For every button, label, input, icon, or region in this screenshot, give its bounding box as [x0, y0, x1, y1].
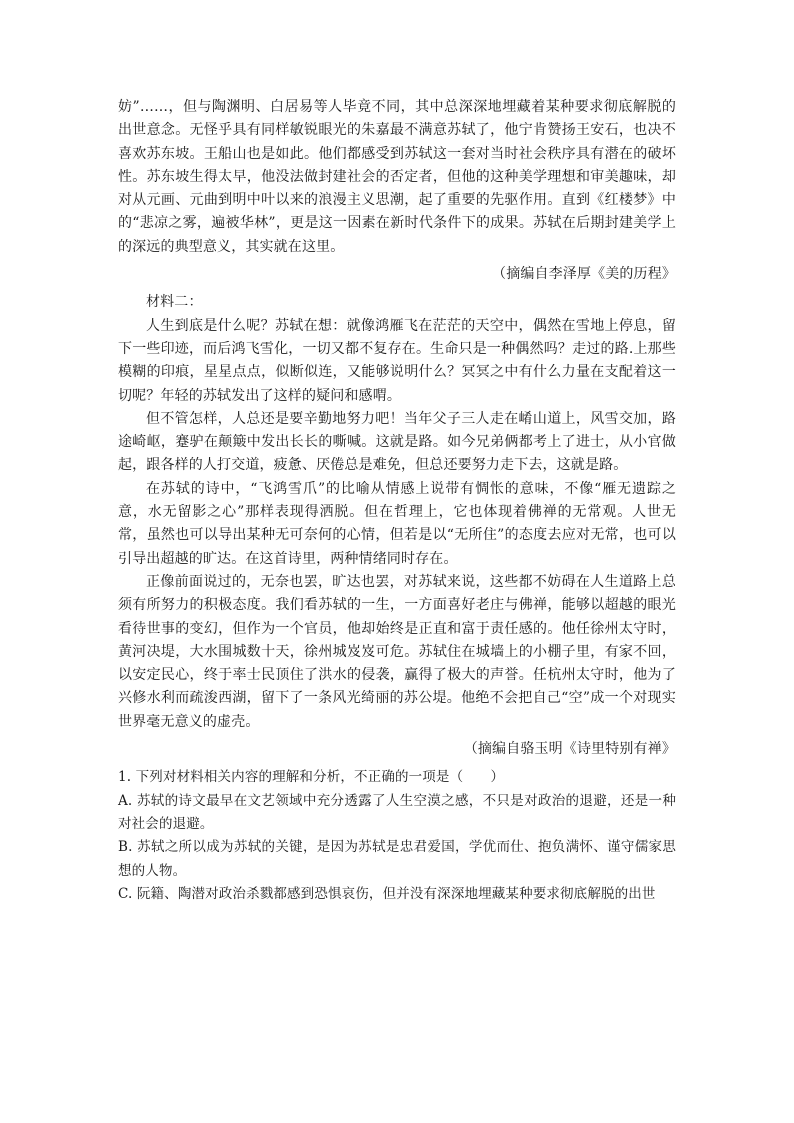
material1-source: （摘编自李泽厚《美的历程》 [492, 266, 676, 283]
material2-label: 材料二： [146, 294, 203, 311]
material2-paragraph-2: 但不管怎样，人总还是要辛勤地努力吧！当年父子三人走在崤山道上，风雪交加，路途崎岖，蹇驴在颠簸中发出长长的嘶喊。这就是路。如今兄弟俩都考上了进士，从小官做起，跟各样的人打交道，疲惫、厌倦总是难免，但总还要努力走下去，这就是路。 [118, 410, 676, 474]
material2-paragraph-1: 人生到底是什么呢？苏轼在想：就像鸿雁飞在茫茫的天空中，偶然在雪地上停息，留下一些印迹，而后鸿飞雪化，一切又都不复存在。生命只是一种偶然吗？走过的路.上那些模糊的印痕，星星点点，似断似连，又能够说明什么？冥冥之中有什么力量在支配着这一切呢？年轻的苏轼发出了这样的疑问和感喟。 [118, 317, 676, 404]
material2-paragraph-4: 正像前面说过的，无奈也罢，旷达也罢，对苏轼来说，这些都不妨碍在人生道路上总须有所努力的积极态度。我们看苏轼的一生，一方面喜好老庄与佛禅，能够以超越的眼光看待世事的变幻，但作为一个官员，他却始终是正直和富于责任感的。他任徐州太守时，黄河决堤，大水围城数十天，徐州城岌岌可危。苏轼住在城墙上的小棚子里，有家不回，以安定民心，终于率士民顶住了洪水的侵袭，赢得了极大的声誉。任杭州太守时，他为了兴修水利而疏浚西湖，留下了一条风光绮丽的苏公堤。他绝不会把自己“空”成一个对现实世界毫无意义的虚壳。 [118, 573, 676, 730]
question-1-option-a: A. 苏轼的诗文最早在文艺领域中充分透露了人生空漠之感，不只是对政治的退避，还是一种对社会的退避。 [118, 792, 676, 832]
material2-paragraph-3: 在苏轼的诗中，“飞鸿雪爪”的比喻从情感上说带有惆怅的意味，不像“雁无遗踪之意，水无留影之心”那样表现得洒脱。但在哲理上，它也体现着佛禅的无常观。人世无常，虽然也可以导出某种无可奈何的心情，但若是以“无所住”的态度去应对无常，也可以引导出超越的旷达。在这首诗里，两种情绪同时存在。 [118, 480, 676, 567]
question-1-stem: 1. 下列对材料相关内容的理解和分析，不正确的一项是（ ） [118, 769, 505, 786]
question-1-option-b: B. 苏轼之所以成为苏轼的关键，是因为苏轼是忠君爱国，学优而仕、抱负满怀、谨守儒家思想的人物。 [118, 839, 676, 879]
document-page [118, 96, 676, 906]
material2-source: （摘编自骆玉明《诗里特别有禅》 [463, 741, 676, 758]
question-1-option-c: C. 阮籍、陶潜对政治杀戮都感到恐惧哀伤，但并没有深深地埋藏某种要求彻底解脱的出世 [118, 885, 656, 902]
material1-continued-paragraph: 妨”……，但与陶渊明、白居易等人毕竟不同，其中总深深地埋藏着某种要求彻底解脱的出世意念。无怪乎具有同样敏锐眼光的朱嘉最不满意苏轼了，他宁肯赞扬王安石，也决不喜欢苏东坡。王船山也是如此。他们都感受到苏轼这一套对当时社会秩序具有潜在的破坏性。苏东坡生得太早，他没法做封建社会的否定者，但他的这种美学理想和审美趣味，却对从元画、元曲到明中叶以来的浪漫主义思潮，起了重要的先驱作用。直到《红楼梦》中的“悲凉之雾，遍被华林”，更是这一因素在新时代条件下的成果。苏轼在后期封建美学上的深远的典型意义，其实就在这里。 [118, 99, 676, 255]
